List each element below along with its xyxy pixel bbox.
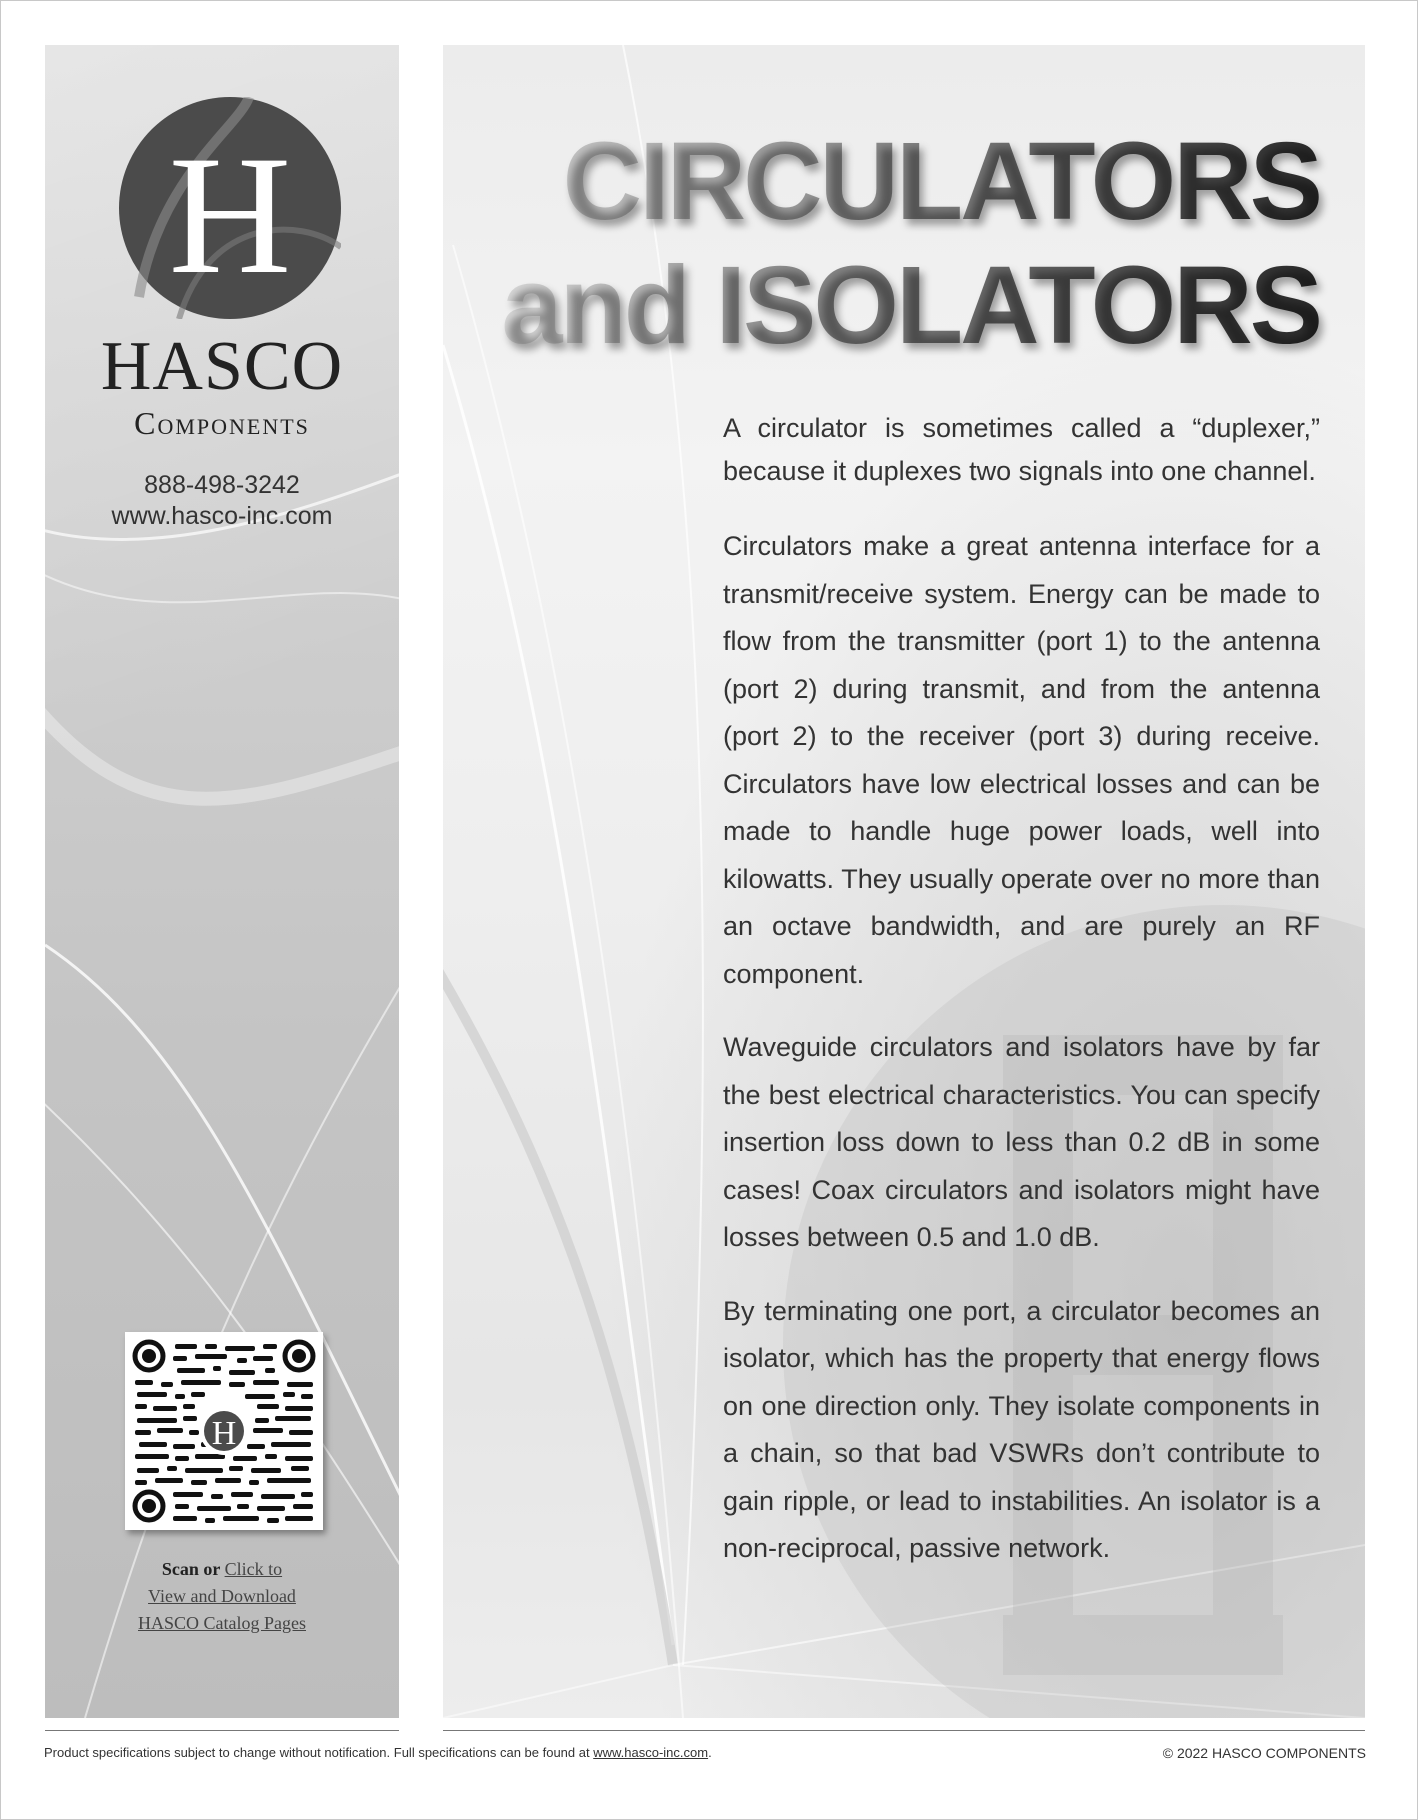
title-line-2: and ISOLATORS xyxy=(501,244,1320,367)
website-url[interactable]: www.hasco-inc.com xyxy=(111,502,333,530)
qr-caption-lead: Scan or xyxy=(161,1559,225,1579)
disclaimer-text: Product specifications subject to change without notification. Full specifications can be found at xyxy=(44,1745,594,1760)
qr-center-letter: H xyxy=(211,1415,237,1452)
footer-copyright: © 2022 HASCO COMPONENTS xyxy=(1162,1745,1366,1761)
body-text xyxy=(723,407,1320,1599)
catalog-link-1[interactable]: Click to xyxy=(224,1559,283,1579)
hasco-logo-icon xyxy=(119,97,341,319)
sidebar xyxy=(45,45,399,1718)
footer-website-link[interactable]: www.hasco-inc.com xyxy=(593,1745,709,1760)
brand-name: HASCO xyxy=(100,328,344,405)
paragraph-4: By terminating one port, a circulator becomes an isolator, which has the property that energy flows on one direction only. They isolate components in a chain, so that bad VSWRs don’t contribute to gain ripple, or lead to instabilities. An isolator is a non-reciprocal, passive network. xyxy=(723,1295,1320,1563)
footer-rule-right xyxy=(443,1730,1365,1731)
paragraph-2: Circulators make a great antenna interface for a transmit/receive system. Energy can be made to flow from the transmitter (port 1) to the antenna (port 2) during transmit, and from the antenna (port 2) to the receiver (port 3) during receive. Circulators have low electrical losses and can be made to handle huge power loads, well into kilowatts. They usually operate over no more than an octave bandwidth, and are purely an RF component. xyxy=(723,531,1320,989)
title-line-1: CIRCULATORS xyxy=(501,120,1320,244)
qr-code-icon xyxy=(125,1332,323,1530)
qr-code[interactable] xyxy=(125,1332,323,1530)
catalog-link-3[interactable]: HASCO Catalog Pages xyxy=(138,1613,306,1633)
disclaimer-end: . xyxy=(708,1745,712,1760)
phone-number: 888-498-3242 xyxy=(144,471,300,499)
paragraph-1: A circulator is sometimes called a “duplexer,” because it duplexes two signals into one channel. xyxy=(723,413,1320,486)
page-title xyxy=(501,120,1320,368)
logo-letter: H xyxy=(168,121,292,309)
paragraph-3: Waveguide circulators and isolators have by far the best electrical characteristics. You can specify insertion loss down to less than 0.2 dB in some cases! Coax circulators and isolators might have losses between 0.5 and 1.0 dB. xyxy=(723,1032,1320,1252)
brand-subtitle: Components xyxy=(134,405,310,441)
qr-caption xyxy=(45,1556,399,1637)
footer-disclaimer xyxy=(44,1745,712,1760)
catalog-link-2[interactable]: View and Download xyxy=(148,1586,296,1606)
footer-rule-left xyxy=(45,1730,399,1731)
main-panel xyxy=(443,45,1365,1718)
contact-block xyxy=(45,470,399,532)
